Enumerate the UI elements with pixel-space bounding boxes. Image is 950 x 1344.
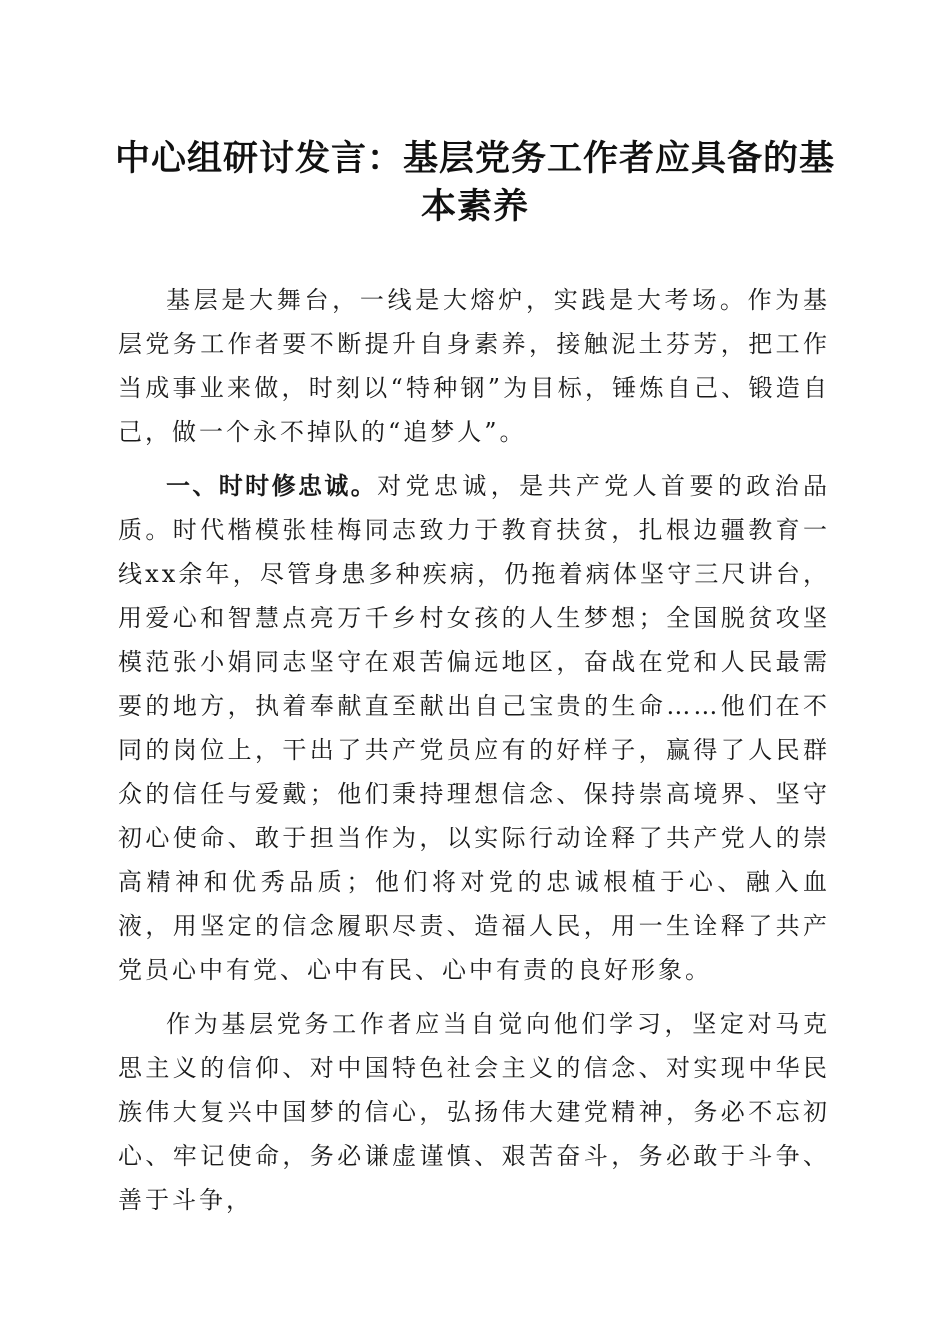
document-title: 中心组研讨发言：基层党务工作者应具备的基本素养 [114, 138, 835, 227]
paragraph-text: 基层是大舞台，一线是大熔炉，实践是大考场。作为基层党务工作者要不断提升自身素养，接触泥土芬芳，把工作当成事业来做，时刻以“特种钢”为目标，锤炼自己、锻造自己，做一个永不掉队的“追梦人”。 [118, 286, 830, 446]
paragraph-learning [118, 1002, 830, 1222]
section-heading: 一、时时修忠诚。 [166, 472, 378, 500]
paragraph-intro [118, 278, 830, 454]
paragraph-loyalty [118, 464, 830, 992]
paragraph-text: 对党忠诚，是共产党人首要的政治品质。时代楷模张桂梅同志致力于教育扶贫，扎根边疆教育一线xx余年，尽管身患多种疾病，仍拖着病体坚守三尺讲台，用爱心和智慧点亮万千乡村女孩的人生梦想；全国脱贫攻坚模范张小娟同志坚守在艰苦偏远地区，奋战在党和人民最需要的地方，执着奉献直至献出自己宝贵的生命……他们在不同的岗位上，干出了共产党员应有的好样子，赢得了人民群众的信任与爱戴；他们秉持理想信念、保持崇高境界、坚守初心使命、敢于担当作为，以实际行动诠释了共产党人的崇高精神和优秀品质；他们将对党的忠诚根植于心、融入血液，用坚定的信念履职尽责、造福人民，用一生诠释了共产党员心中有党、心中有民、心中有责的良好形象。 [118, 472, 831, 984]
paragraph-text: 作为基层党务工作者应当自觉向他们学习，坚定对马克思主义的信仰、对中国特色社会主义的信念、对实现中华民族伟大复兴中国梦的信心，弘扬伟大建党精神，务必不忘初心、牢记使命，务必谦虚谨慎、艰苦奋斗，务必敢于斗争、善于斗争， [118, 1010, 830, 1214]
document-body [118, 278, 830, 1232]
